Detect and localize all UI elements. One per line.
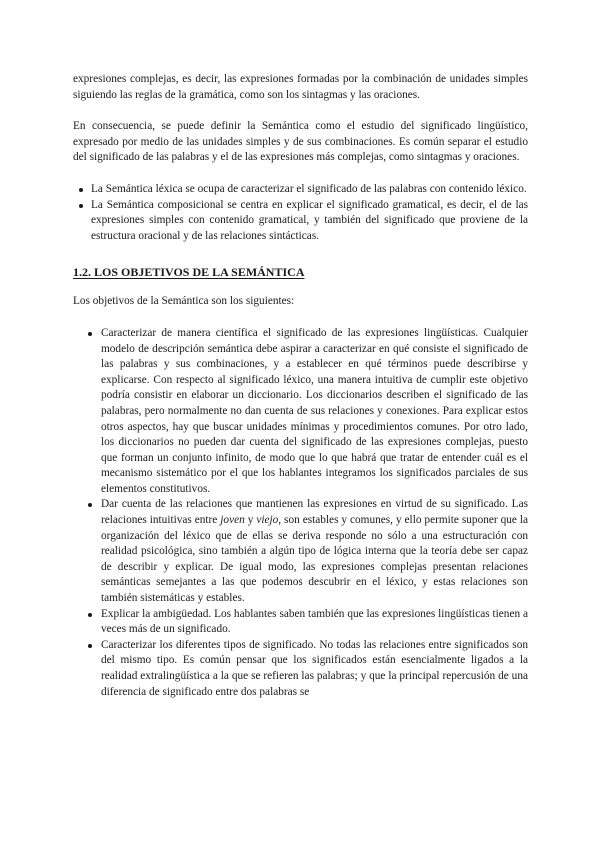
list-item-text: Dar cuenta de las relaciones que mantienen las expresiones en virtud de su significado. Las relaciones intuitivas entre joven y viejo, son estables y comunes, y ello permite suponer que la organización del léxico que de ellas se deriva responde no sólo a una estructuración con realidad psicológica, sino también a algún tipo de lógica interna que la teoría debe ser capaz de describir y explicar. De igual modo, las expresiones complejas presentan relaciones semánticas semejantes a las que podemos descubrir en el léxico, y estas relaciones son también sistemáticas y estables. — [101, 498, 529, 605]
list-item-objective-characterize-meaning — [73, 326, 528, 498]
list-item-text: La Semántica composicional se centra en explicar el significado gramatical, es decir, el de las expresiones simples con contenido gramatical, y también del significado que proviene de la estructura oracional y de las relaciones sintácticas. — [91, 198, 528, 242]
paragraph-continuation: expresiones complejas, es decir, las expresiones formadas por la combinación de unidades simples siguiendo las reglas de la gramática, como son los sintagmas y las oraciones. — [73, 73, 528, 101]
bullet-icon — [88, 503, 92, 507]
bullet-icon — [88, 613, 92, 617]
bullet-icon — [79, 204, 83, 208]
list-item-lexical-semantics — [73, 182, 528, 198]
list-item-text: Caracterizar los diferentes tipos de significado. No todas las relaciones entre significados son del mismo tipo. Es común pensar que los significados están esencialmente ligados a la realidad extralingüística a la que se refieren las palabras; y que la principal repercusión de una diferencia de significado entre dos palabras se — [101, 638, 528, 698]
list-item-text: La Semántica léxica se ocupa de caracterizar el significado de las palabras con contenido léxico. — [91, 182, 527, 195]
objectives-list — [73, 326, 528, 700]
list-item-text: Explicar la ambigüedad. Los hablantes saben también que las expresiones lingüísticas tienen a veces más de un significado. — [101, 607, 528, 636]
semantics-types-list — [73, 182, 528, 244]
list-item-objective-meaning-types — [73, 638, 528, 700]
section-heading: 1.2. LOS OBJETIVOS DE LA SEMÁNTICA — [73, 265, 305, 280]
example-word-viejo: viejo — [256, 514, 279, 527]
example-word-joven: joven — [220, 514, 245, 527]
bullet-icon — [88, 332, 92, 336]
bullet-icon — [88, 644, 92, 648]
paragraph-definition: En consecuencia, se puede definir la Semántica como el estudio del significado lingüístico, expresado por medio de las unidades simples y de sus combinaciones. Es común separar el estudio del significado de las palabras y el de las expresiones más complejas, como sintagmas y oraciones. — [73, 120, 528, 164]
bullet-icon — [79, 188, 83, 192]
list-item-objective-relations — [73, 497, 528, 606]
list-item-objective-ambiguity — [73, 607, 528, 638]
list-item-compositional-semantics — [73, 198, 528, 245]
section-intro: Los objetivos de la Semántica son los siguientes: — [73, 295, 295, 308]
list-item-text: Caracterizar de manera científica el significado de las expresiones lingüísticas. Cualquier modelo de descripción semántica debe aspirar a caracterizar en qué consiste el significado de las palabras y sus combinaciones, y a establecer en qué términos puede describirse y explicarse. Con respecto al significado léxico, una manera intuitiva de cumplir este objetivo podría consistir en elaborar un diccionario. Los diccionarios describen el significado de las palabras, pero normalmente no dan cuenta de sus relaciones y conexiones. Para explicar estos otros aspectos, hay que buscar unidades mínimas y procedimientos comunes. Por otro lado, los diccionarios no pueden dar cuenta del significado de las expresiones complejas, puesto que forman un conjunto infinito, de modo que lo que habrá que tratar de entender cuál es el mecanismo sistemático por el que los hablantes integramos los significados parciales de sus elementos constitutivos. — [101, 326, 528, 495]
